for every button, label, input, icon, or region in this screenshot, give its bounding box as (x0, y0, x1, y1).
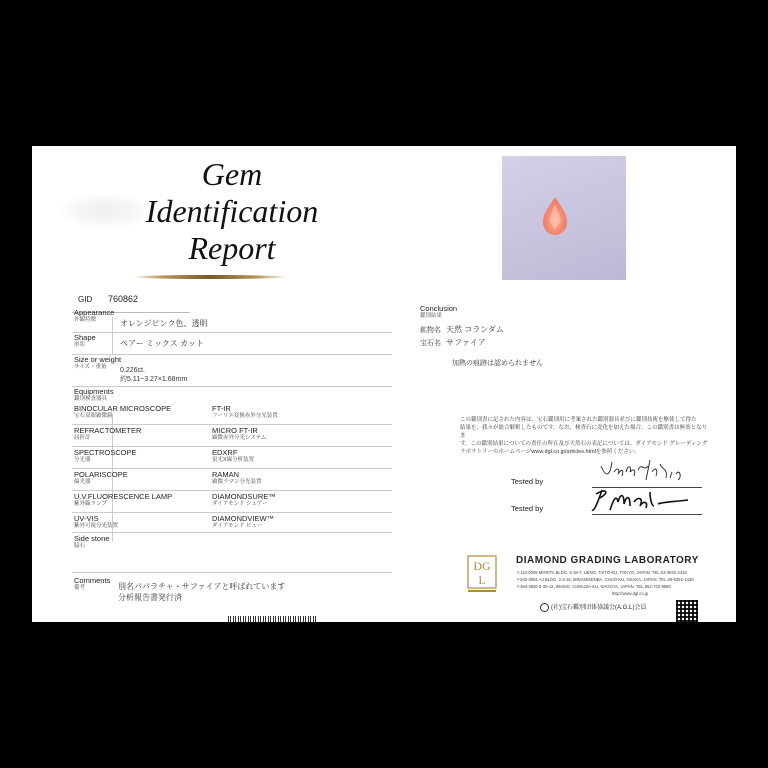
comment-line: 分析報告書発行済 (118, 593, 182, 602)
lab-address: 〒464-0850 5-30-12, IMAIKE, CHIKUSA-KU, NAGOYA, JAPAN. TEL.052-722-9580 (516, 584, 671, 589)
conclusion-label-jp: 鑑別結果 (420, 313, 443, 319)
size-label: Size or weight (74, 355, 122, 364)
row-separator (72, 512, 392, 513)
gold-divider (132, 275, 288, 279)
report-title: Gem Identification Report (145, 156, 319, 266)
equipment-item: POLARISCOPE (74, 470, 128, 479)
qr-code-icon (676, 600, 698, 622)
tested-by-label: Tested by (511, 477, 544, 486)
agl-emblem-icon (540, 603, 549, 612)
equipment-item-jp: 紫外線ランプ (74, 501, 108, 507)
equipment-item: RAMAN (212, 470, 240, 479)
comments-label-jp: 備考 (74, 585, 86, 591)
row-separator (72, 468, 392, 469)
equipment-item: UV-VIS (74, 514, 99, 523)
lab-website: http://www.dgl.co.jp (612, 591, 649, 596)
svg-text:L: L (478, 573, 486, 587)
report-sheet (32, 146, 736, 622)
equipments-label: Equipments (74, 387, 114, 396)
equipment-item-jp: 偏光器 (74, 479, 91, 485)
species-value: 天然 コランダム (446, 325, 504, 334)
svg-text:DG: DG (473, 559, 491, 573)
row-separator (72, 446, 392, 447)
treatment-note: 加熱の痕跡は認められません (452, 360, 543, 367)
species-label: 鉱物名 (420, 327, 441, 334)
lab-address: 〒542-0081 AJ BLDG. 2-3-16, MINAMISENBA, CHUO-KU, OSAKA, JAPAN. TEL.06-6252-1436 (516, 577, 694, 582)
disclaimer-text: この鑑別書に記された内容は、宝石鑑別用に考案された鑑別器具並びに鑑別技術を駆使して得た 結果を、我々が総合解釈したものです。なお、検査石に変化を加えた場合、この鑑別書は無効となりま す。この鑑別結果についての責任の所在及び天然石の表記については、ダイアモンド グレーディング ラボラトリーのホームページwww.dgl.co.jp/articles.htmlを参照ください。 (460, 417, 708, 455)
row-separator (72, 332, 392, 333)
pear-gem-icon (541, 196, 569, 236)
appearance-label: Appearance (74, 308, 115, 317)
barcode (228, 616, 316, 622)
equipment-item: DIAMONDVIEW™ (212, 514, 275, 523)
gid-label: GID (78, 295, 93, 304)
size-label-jp: サイズ・重量 (74, 364, 107, 370)
shape-label: Shape (74, 333, 96, 342)
equipment-item: EDXRF (212, 448, 238, 457)
equipment-item: BINOCULAR MICROSCOPE (74, 404, 172, 413)
equipment-item-jp: 顕微赤外分光システム (212, 435, 267, 441)
tested-by-label: Tested by (511, 504, 544, 513)
conclusion-label: Conclusion (420, 304, 458, 313)
equipment-item-jp: ダイアモンド ビュー (212, 523, 263, 529)
gid-value: 760862 (108, 294, 139, 304)
equipment-item: U.V.FLUORESCENCE LAMP (74, 492, 173, 501)
row-separator (72, 424, 392, 425)
comments-label: Comments (74, 576, 111, 585)
dimensions-value: 約5.11−3.27×1.68mm (120, 376, 188, 383)
equipment-item: SPECTROSCOPE (74, 448, 137, 457)
weight-value: 0.226ct. (120, 367, 145, 374)
side-stone-label: Side stone (74, 534, 110, 543)
side-stone-label-jp: 脇石 (74, 543, 86, 549)
dgl-logo (462, 552, 502, 598)
equipment-item-jp: フーリエ変換赤外分光装置 (212, 413, 278, 419)
row-separator (72, 532, 392, 533)
row-separator (72, 572, 392, 573)
variety-label: 宝石名 (420, 340, 441, 347)
equipment-item: REFRACTOMETER (74, 426, 142, 435)
equipment-item-jp: 顕微ラマン分光装置 (212, 479, 262, 485)
equipment-item: FT-IR (212, 404, 231, 413)
equipment-item: MICRO FT-IR (212, 426, 258, 435)
shape-value: ペアー ミックス カット (120, 339, 204, 348)
signature-1 (598, 452, 688, 486)
lab-address: 〒110-0005 MORITA BLDG. 5-18-7, UENO, TAITO-KU, TOKYO, JAPAN. TEL.03-3832-2432 (516, 570, 687, 575)
equipment-item-jp: 紫外可視分光装置 (74, 523, 119, 529)
row-separator (72, 386, 392, 387)
appearance-value: オレンジピンク色、透明 (120, 319, 208, 328)
equipment-item: DIAMONDSURE™ (212, 492, 276, 501)
comment-line: 別名パパラチャ・サファイアと呼ばれています (118, 582, 286, 591)
signature-2 (588, 482, 708, 516)
variety-value: サファイア (446, 338, 486, 347)
row-separator (72, 490, 392, 491)
equipment-item-jp: 分光器 (74, 457, 91, 463)
equipment-item-jp: 蛍光X線分析装置 (212, 457, 255, 463)
shape-label-jp: 形状 (74, 342, 86, 348)
equipment-item-jp: ダイアモンド シュアー (212, 501, 268, 507)
equipment-item-jp: 屈折計 (74, 435, 91, 441)
column-divider (112, 317, 113, 355)
equipments-label-jp: 鑑別検査器具 (74, 396, 108, 402)
equipment-item-jp: 宝石双眼顕微鏡 (74, 413, 113, 419)
lab-name: DIAMOND GRADING LABORATORY (516, 555, 699, 566)
agl-membership: (社)宝石鑑別団体協議会(A.G.L)会員 (540, 602, 646, 612)
appearance-label-jp: 外観特徴 (74, 317, 97, 323)
gem-photo (502, 156, 626, 280)
